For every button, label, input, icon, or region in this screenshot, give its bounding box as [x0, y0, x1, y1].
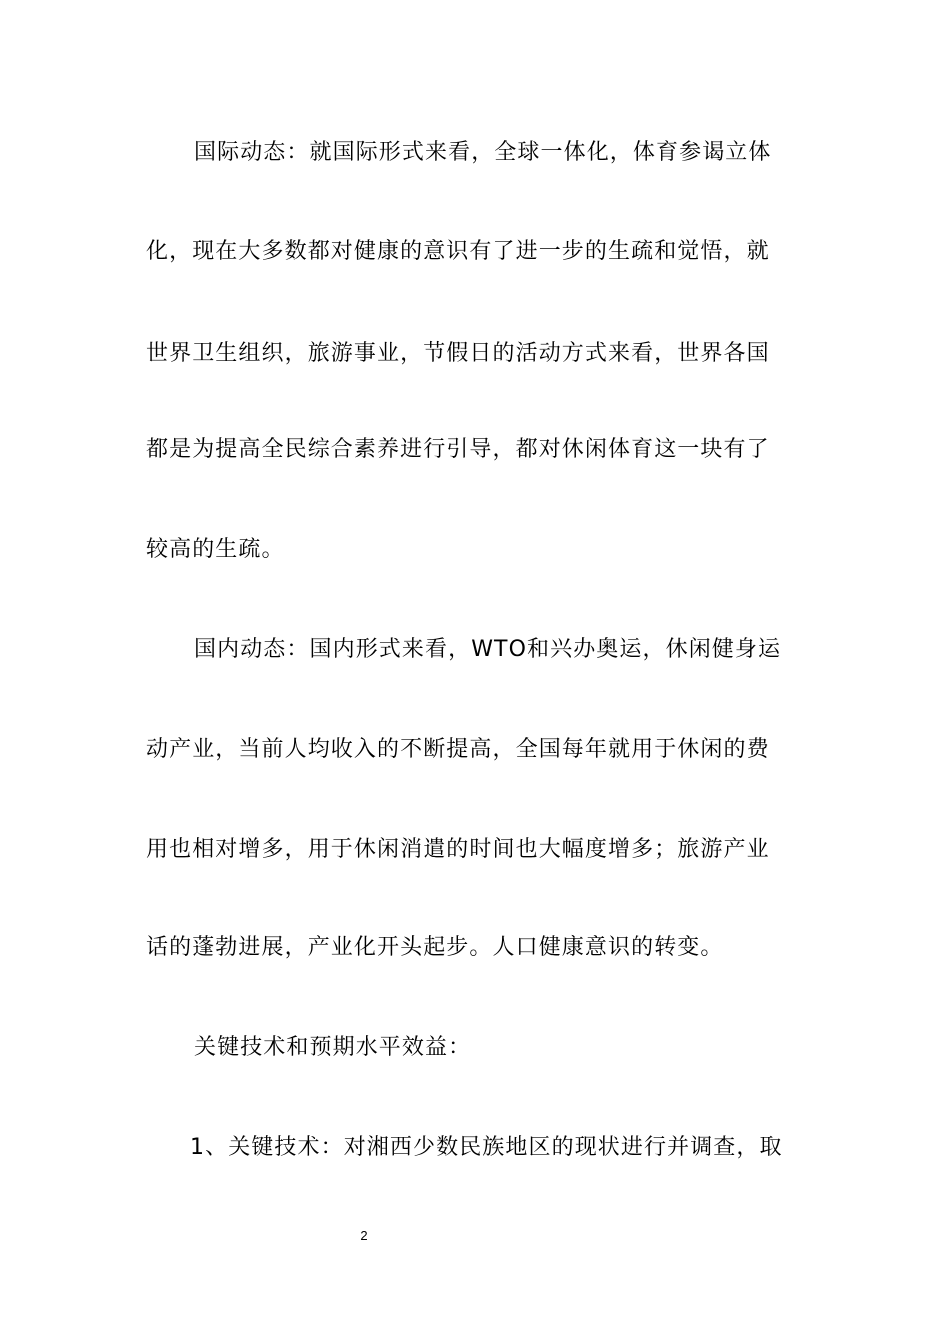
numbered-item: 1、关键技术：对湘西少数民族地区的现状进行并调查，取: [190, 1135, 783, 1160]
paragraph-line: 化，现在大多数都对健康的意识有了进一步的生疏和觉悟，就: [146, 239, 770, 264]
paragraph-line: 用也相对增多，用于休闲消遣的时间也大幅度增多；旅游产业: [146, 837, 770, 862]
paragraph-line: 国际动态：就国际形式来看，全球一体化，体育参谒立体: [194, 140, 772, 165]
paragraph-line: 世界卫生组织，旅游事业，节假日的活动方式来看，世界各国: [146, 341, 770, 366]
paragraph-line: 国内动态：国内形式来看，WTO和兴办奥运，休闲健身运: [194, 637, 782, 662]
paragraph-line: 话的蓬勃进展，产业化开头起步。人口健康意识的转变。: [146, 935, 724, 960]
paragraph-line: 都是为提高全民综合素养进行引导，都对休闲体育这一块有了: [146, 437, 770, 462]
section-heading: 关键技术和预期水平效益：: [194, 1035, 472, 1060]
paragraph-line: 动产业，当前人均收入的不断提高，全国每年就用于休闲的费: [146, 737, 770, 762]
paragraph-line: 较高的生疏。: [146, 537, 285, 562]
page-number: 2: [360, 1228, 368, 1243]
